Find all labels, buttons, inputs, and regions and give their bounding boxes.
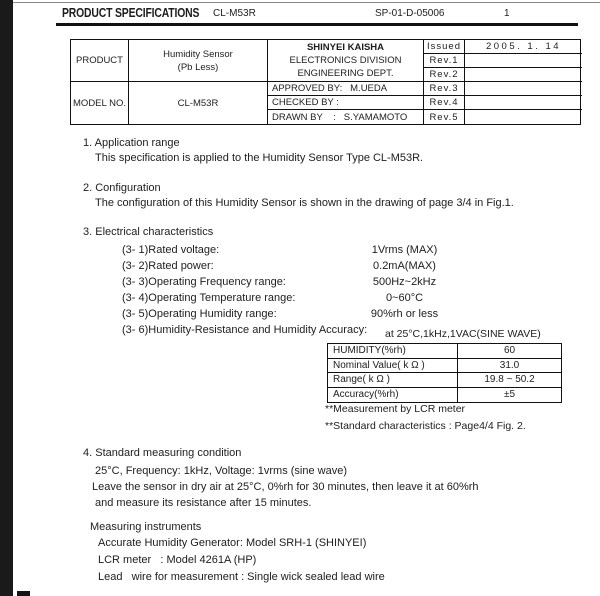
spec-item-label: (3- 6)Humidity-Resistance and Humidity Accuracy: — [122, 324, 368, 336]
section3-heading: 3. Electrical characteristics — [83, 226, 214, 238]
checked-by-cell: CHECKED BY : — [268, 96, 424, 110]
rev-label-rev5: Rev.5 — [424, 110, 465, 124]
spec-item-label: (3- 5)Operating Humidity range: — [122, 308, 277, 320]
company-name: SHINYEI KAISHA — [306, 42, 385, 53]
table-row-label: Nominal Value( k Ω ) — [328, 359, 458, 374]
spec-item-value: 90%rh or less — [370, 308, 439, 320]
spec-item-row — [122, 306, 482, 322]
spec-item-row — [122, 258, 482, 274]
title-block-table — [70, 39, 581, 125]
spec-item-label: (3- 2)Rated power: — [122, 260, 214, 272]
header-model-number: CL-M53R — [213, 8, 256, 19]
header-doc-number: SP-01-D-05006 — [375, 8, 445, 19]
condition-line: 25°C, Frequency: 1kHz, Voltage: 1vrms (sine wave) — [95, 465, 348, 477]
spec-item-row — [122, 290, 482, 306]
company-division: ELECTRONICS DIVISION — [289, 55, 402, 66]
table-row-value: ±5 — [503, 389, 516, 401]
table-row-label: Range( k Ω ) — [328, 373, 458, 388]
scan-top-line — [13, 2, 600, 3]
rev-label-rev2: Rev.2 — [424, 68, 465, 82]
table-row-value: 19.8 ~ 50.2 — [458, 373, 561, 388]
scan-corner-artifact — [17, 591, 30, 596]
section3-notes — [325, 401, 526, 434]
condition-line: and measure its resistance after 15 minutes. — [95, 497, 312, 509]
product-label-cell: PRODUCT — [71, 40, 129, 82]
humidity-resistance-table — [327, 343, 562, 403]
spec-item-label: (3- 3)Operating Frequency range: — [122, 276, 286, 288]
spec-item-value: 0~60°C — [385, 292, 424, 304]
measuring-instruments-heading: Measuring instruments — [90, 521, 202, 533]
spec-item-label: (3- 1)Rated voltage: — [122, 244, 220, 256]
table-row-label: Accuracy(%rh) — [328, 388, 458, 403]
rev1-value-cell — [465, 54, 582, 68]
rev5-value-cell — [465, 110, 582, 124]
scan-edge-strip — [0, 0, 13, 596]
table-row-value: 60 — [458, 344, 561, 359]
product-name: Humidity Sensor — [163, 48, 233, 60]
product-name-sub: (Pb Less) — [177, 61, 219, 73]
model-value-cell: CL-M53R — [129, 82, 268, 124]
drawn-by-cell: DRAWN BY : S.YAMAMOTO — [268, 110, 424, 124]
table-row-label: HUMIDITY(%rh) — [328, 344, 458, 359]
measuring-instruments-list — [98, 535, 385, 586]
instrument-line: Accurate Humidity Generator: Model SRH-1 (SHINYEI) — [98, 537, 367, 549]
model-label-cell: MODEL NO. — [71, 82, 129, 124]
spec-item-value: 1Vrms (MAX) — [371, 244, 438, 256]
section4-body — [92, 463, 479, 511]
document-title: PRODUCT SPECIFICATIONS — [62, 5, 200, 20]
section2-body: The configuration of this Humidity Sensor is shown in the drawing of page 3/4 in Fig.1. — [95, 197, 514, 209]
spec-item-row — [122, 274, 482, 290]
spec-item-value: 500Hz~2kHz — [372, 276, 437, 288]
table-row-value: 31.0 — [458, 359, 561, 374]
measurement-condition-note: at 25°C,1kHz,1VAC(SINE WAVE) — [385, 328, 541, 340]
approved-by-cell: APPROVED BY: M.UEDA — [268, 82, 424, 96]
rev2-value-cell — [465, 68, 582, 82]
instrument-line: Lead wire for measurement : Single wick sealed lead wire — [98, 571, 385, 583]
instrument-line: LCR meter : Model 4261A (HP) — [98, 554, 257, 566]
spec-item-value: 0.2mA(MAX) — [373, 260, 436, 272]
rev-label-rev1: Rev.1 — [424, 54, 465, 68]
header-rule — [56, 23, 578, 26]
rev-label-rev4: Rev.4 — [424, 96, 465, 110]
note-standard-characteristics: **Standard characteristics : Page4/4 Fig. 2. — [325, 419, 526, 432]
company-department: ENGINEERING DEPT. — [297, 68, 394, 79]
product-name-cell — [129, 40, 268, 82]
issued-date-cell: 2005. 1. 14 — [465, 40, 582, 54]
condition-line: Leave the sensor in dry air at 25°C, 0%rh for 30 minutes, then leave it at 60%rh — [92, 481, 479, 493]
rev-label-rev3: Rev.3 — [424, 82, 465, 96]
rev3-value-cell — [465, 82, 582, 96]
spec-item-label: (3- 4)Operating Temperature range: — [122, 292, 296, 304]
electrical-characteristics-list — [122, 242, 482, 338]
section1-heading: 1. Application range — [83, 137, 180, 149]
section2-heading: 2. Configuration — [83, 182, 161, 194]
company-cell — [268, 40, 424, 82]
section1-body: This specification is applied to the Humidity Sensor Type CL-M53R. — [95, 152, 424, 164]
note-measurement: **Measurement by LCR meter — [325, 403, 466, 415]
header-page-number: 1 — [504, 8, 510, 19]
spec-item-row — [122, 242, 482, 258]
rev-label-issued: Issued — [424, 40, 465, 54]
rev4-value-cell — [465, 96, 582, 110]
section4-heading: 4. Standard measuring condition — [83, 447, 242, 459]
